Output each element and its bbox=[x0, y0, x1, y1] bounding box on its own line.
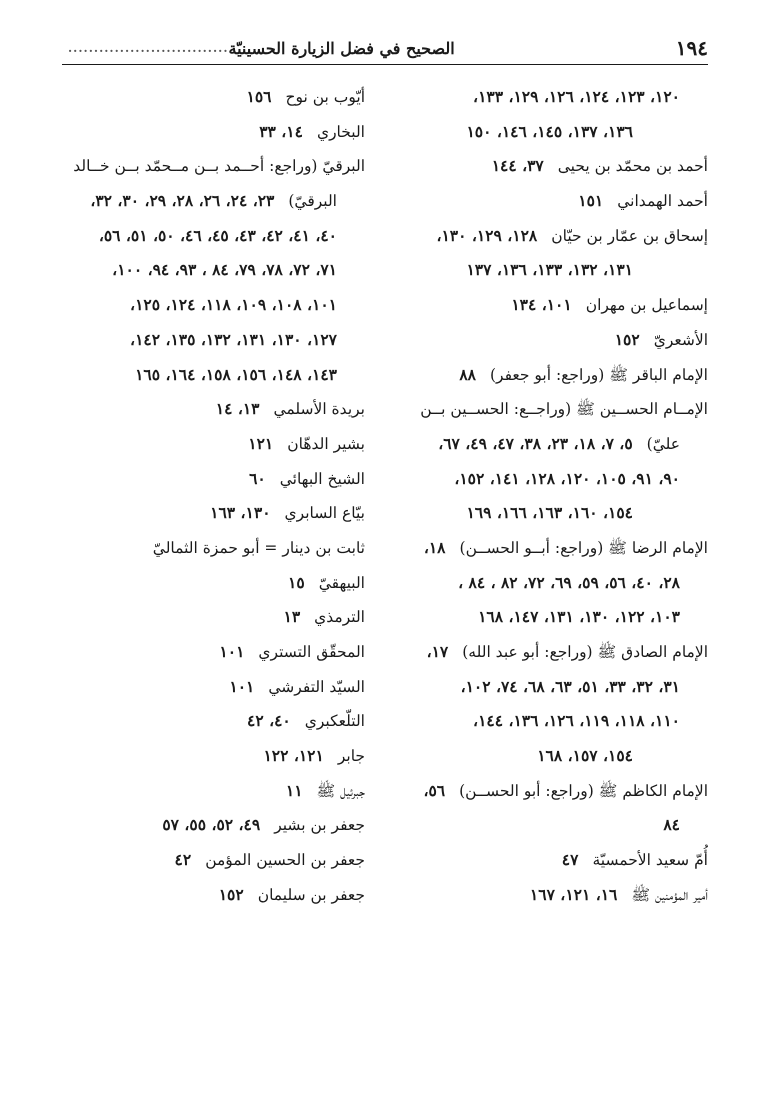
entry-page-numbers: ١٠١ bbox=[219, 642, 245, 661]
entry-page-numbers: ١٠١ bbox=[229, 676, 255, 696]
entry-name: الترمذي bbox=[314, 608, 365, 627]
entry-name: عليّ) bbox=[646, 434, 680, 453]
entry-name: أمير المؤمنين ﷺ bbox=[631, 885, 708, 904]
index-entry bbox=[390, 774, 708, 809]
entry-name: الشيخ البهائي bbox=[279, 469, 365, 488]
header-dot-leader: ............................... bbox=[68, 41, 229, 55]
entry-name: أحمد بن محمّد بن يحيى bbox=[557, 157, 708, 176]
entry-name: السيّد التفرشي bbox=[268, 677, 365, 696]
entry-page-numbers: ٦٠ bbox=[249, 468, 266, 488]
entry-page-numbers: ٢٨، ٤٠، ٥٦، ٥٩، ٦٩، ٧٢، ٨٢ ، ٨٤ ، bbox=[458, 572, 680, 592]
entry-page-numbers: ٧١، ٧٢، ٧٨، ٧٩، ٨٤ ، ٩٣، ٩٤، ١٠٠، bbox=[112, 260, 337, 280]
entry-name: البرقيّ) bbox=[288, 192, 337, 211]
index-entry-continuation bbox=[47, 323, 365, 358]
entry-name: أيّوب بن نوح bbox=[285, 88, 365, 106]
entry-page-numbers: ٤٩، ٥٢، ٥٥، ٥٧ bbox=[162, 815, 261, 835]
entry-name: جابر bbox=[337, 747, 365, 766]
index-entry bbox=[47, 635, 365, 670]
entry-name: جعفر بن الحسين المؤمن bbox=[205, 851, 365, 870]
entry-name: البخاري bbox=[316, 122, 365, 141]
entry-page-numbers: ١٣٠، ١٦٣ bbox=[210, 503, 271, 523]
entry-name: بريدة الأسلمي bbox=[273, 400, 365, 419]
index-entry-continuation bbox=[47, 358, 365, 393]
index-entry bbox=[47, 184, 365, 219]
index-entry bbox=[390, 323, 708, 358]
header-title-text: الصحيح في فضل الزيارة الحسينيّة bbox=[228, 38, 455, 58]
entry-page-numbers: ١٢١ bbox=[248, 433, 274, 453]
entry-name: أحمد الهمداني bbox=[617, 192, 708, 211]
index-entry-continuation bbox=[390, 704, 708, 739]
entry-page-numbers: ١٥ bbox=[288, 572, 305, 592]
entry-page-numbers: ١٦، ١٢١، ١٦٧ bbox=[529, 884, 618, 904]
index-entry bbox=[47, 843, 365, 878]
entry-page-numbers: ١٠١، ١٠٨، ١٠٩، ١١٨، ١٢٤، ١٢٥، bbox=[130, 295, 337, 315]
index-entry-continuation bbox=[390, 115, 708, 150]
entry-name: الأشعريّ bbox=[653, 330, 708, 349]
header-rule bbox=[62, 64, 708, 65]
entry-name: بيّاع السابري bbox=[284, 504, 365, 523]
index-entry bbox=[47, 392, 365, 427]
index-entry bbox=[390, 427, 708, 462]
entry-name: أُمّ سعيد الأحمسيّة bbox=[592, 851, 708, 870]
entry-name: جعفر بن بشير bbox=[274, 816, 365, 835]
index-entry bbox=[390, 358, 708, 393]
entry-page-numbers: ١٠١، ١٣٤ bbox=[511, 295, 572, 315]
entry-name: بشير الدهّان bbox=[287, 434, 365, 453]
entry-name: الإمام الصادق ﷺ (وراجع: أبو عبد الله) bbox=[462, 643, 708, 661]
entry-name: جعفر بن سليمان bbox=[257, 885, 365, 904]
entry-name: إسماعيل بن مهران bbox=[585, 296, 708, 315]
index-entry-continuation bbox=[390, 253, 708, 288]
entry-page-numbers: ٤٠، ٤٢ bbox=[247, 711, 291, 731]
entry-page-numbers: ٣١، ٣٢، ٣٣، ٥١، ٦٣، ٦٨، ٧٤، ١٠٢، bbox=[460, 676, 680, 696]
entry-page-numbers: ٨٨ bbox=[459, 364, 476, 384]
entry-name: إسحاق بن عمّار بن حيّان bbox=[551, 226, 708, 245]
entry-page-numbers: ١٢٧، ١٣٠، ١٣١، ١٣٢، ١٣٥، ١٤٢، bbox=[130, 329, 337, 349]
index-entry-continuation bbox=[390, 670, 708, 705]
entry-page-numbers: ١٥١ bbox=[578, 191, 604, 211]
index-entry bbox=[390, 878, 708, 913]
entry-page-numbers: ١٢١، ١٢٢ bbox=[263, 746, 324, 766]
index-entry bbox=[390, 219, 708, 254]
entry-page-numbers: ١٣ bbox=[283, 607, 301, 627]
running-title bbox=[62, 39, 455, 58]
index-entry bbox=[390, 184, 708, 219]
index-entry-continuation bbox=[390, 496, 708, 531]
index-entry-continuation bbox=[47, 288, 365, 323]
entry-page-numbers: ١٣١، ١٣٢، ١٣٣، ١٣٦، ١٣٧ bbox=[466, 260, 633, 280]
index-entry bbox=[47, 427, 365, 462]
index-column-left bbox=[47, 80, 365, 913]
index-column-right bbox=[390, 80, 708, 913]
index-entry bbox=[47, 149, 365, 184]
entry-page-numbers: ٥٦، bbox=[423, 780, 446, 800]
index-entry-continuation bbox=[390, 566, 708, 601]
index-entry-continuation bbox=[390, 600, 708, 635]
entry-page-numbers: ١٧، bbox=[426, 642, 449, 661]
entry-name: التلّعكبري bbox=[304, 712, 365, 731]
entry-page-numbers: ١٤٣، ١٤٨، ١٥٦، ١٥٨، ١٦٤، ١٦٥ bbox=[135, 364, 337, 384]
entry-name: الإمام الباقر ﷺ (وراجع: أبو جعفر) bbox=[489, 365, 708, 384]
entry-page-numbers: ١١٠، ١١٨، ١١٩، ١٢٦، ١٣٦، ١٤٤، bbox=[473, 711, 680, 731]
entry-name: جبرئيل ﷺ bbox=[316, 781, 365, 800]
index-entry bbox=[47, 704, 365, 739]
index-entry bbox=[47, 496, 365, 531]
index-entry bbox=[47, 531, 365, 566]
entry-page-numbers: ١٣، ١٤ bbox=[215, 399, 260, 419]
index-entry bbox=[47, 462, 365, 497]
entry-page-numbers: ١٢٠، ١٢٣، ١٢٤، ١٢٦، ١٢٩، ١٣٣، bbox=[473, 87, 680, 106]
index-entry bbox=[47, 808, 365, 843]
index-entry-continuation bbox=[47, 253, 365, 288]
entry-page-numbers: ١٥٢ bbox=[218, 884, 244, 904]
index-entry bbox=[390, 149, 708, 184]
index-entry bbox=[390, 288, 708, 323]
entry-name: ثابت بن دينار = أبو حمزة الثماليّ bbox=[152, 538, 365, 557]
entry-page-numbers: ١٨، bbox=[423, 537, 446, 557]
index-entry bbox=[390, 531, 708, 566]
index-entry bbox=[390, 635, 708, 670]
index-entry bbox=[47, 739, 365, 774]
entry-page-numbers: ٢٣، ٢٤، ٢٦، ٢٨، ٢٩، ٣٠، ٣٢، bbox=[90, 191, 275, 211]
entry-page-numbers: ١٣٦، ١٣٧، ١٤٥، ١٤٦، ١٥٠ bbox=[466, 121, 633, 141]
index-entry bbox=[390, 392, 708, 427]
entry-page-numbers: ١٥٦ bbox=[246, 87, 272, 106]
entry-page-numbers: ٤٠، ٤١، ٤٢، ٤٣، ٤٥، ٤٦، ٥٠، ٥١، ٥٦، bbox=[98, 225, 337, 245]
entry-page-numbers: ١٠٣، ١٢٢، ١٣٠، ١٣١، ١٤٧، ١٦٨ bbox=[478, 607, 680, 627]
entry-name: الإمــام الحســين ﷺ (وراجــع: الحســين بــن bbox=[420, 400, 708, 419]
page-number: ١٩٤ bbox=[675, 36, 708, 60]
index-entry-continuation bbox=[390, 808, 708, 843]
entry-page-numbers: ٣٧، ١٤٤ bbox=[491, 156, 544, 176]
index-entry-continuation bbox=[390, 739, 708, 774]
entry-page-numbers: ١٥٤، ١٦٠، ١٦٣، ١٦٦، ١٦٩ bbox=[466, 503, 633, 523]
index-entry-continuation bbox=[47, 219, 365, 254]
entry-page-numbers: ٨٤ bbox=[663, 815, 680, 835]
index-entry bbox=[47, 80, 365, 115]
index-entry bbox=[47, 670, 365, 705]
entry-page-numbers: ٤٧ bbox=[561, 850, 579, 870]
entry-name: الإمام الرضا ﷺ (وراجع: أبــو الحســن) bbox=[459, 538, 708, 557]
index-entry bbox=[47, 600, 365, 635]
entry-page-numbers: ٥، ٧، ١٨، ٢٣، ٣٨، ٤٧، ٤٩، ٦٧، bbox=[438, 433, 633, 453]
entry-page-numbers: ٤٢ bbox=[174, 850, 192, 870]
entry-page-numbers: ٩٠، ٩١، ١٠٥، ١٢٠، ١٢٨، ١٤١، ١٥٢، bbox=[454, 468, 680, 488]
entry-page-numbers: ١٤، ٣٣ bbox=[259, 121, 303, 141]
index-entry bbox=[47, 878, 365, 913]
index-entry bbox=[47, 115, 365, 150]
entry-name: الإمام الكاظم ﷺ (وراجع: أبو الحســن) bbox=[459, 781, 708, 800]
entry-name: البرقيّ (وراجع: أحــمد بــن مــحمّد بــن خــالد bbox=[73, 157, 365, 176]
entry-name: البيهقيّ bbox=[318, 573, 365, 592]
index-entry bbox=[390, 843, 708, 878]
page-header bbox=[62, 30, 708, 66]
index-entry bbox=[47, 566, 365, 601]
entry-page-numbers: ١٢٨، ١٢٩، ١٣٠، bbox=[436, 225, 538, 245]
entry-page-numbers: ١٥٤، ١٥٧، ١٦٨ bbox=[537, 746, 633, 766]
index-entry bbox=[47, 774, 365, 809]
entry-name: المحقّق التستري bbox=[258, 643, 365, 661]
index-entry-continuation bbox=[390, 80, 708, 115]
index-entry-continuation bbox=[390, 462, 708, 497]
entry-page-numbers: ١٥٢ bbox=[614, 329, 640, 349]
entry-page-numbers: ١١ bbox=[285, 780, 303, 800]
